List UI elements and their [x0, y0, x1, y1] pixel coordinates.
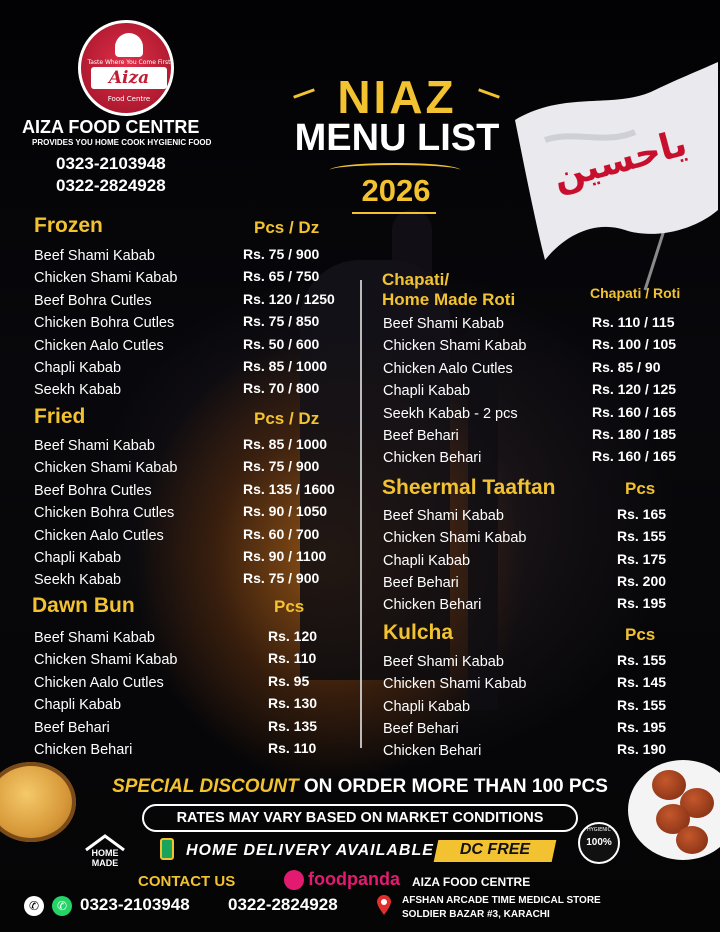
menu-item-name: Chicken Shami Kabab [383, 676, 527, 693]
logo-arc-bottom: Food Centre [107, 95, 151, 103]
section-unit-header: Chapati / Roti [590, 285, 681, 301]
menu-item-price: Rs. 120 / 1250 [243, 290, 335, 307]
menu-item-name: Seekh Kabab - 2 pcs [383, 405, 518, 422]
menu-item-name: Beef Bohra Cutles [34, 482, 152, 499]
menu-item-price: Rs. 190 [617, 741, 667, 758]
menu-item-name: Chapli Kabab [383, 552, 471, 569]
section-title: Dawn Bun [32, 594, 135, 617]
menu-item-name: Chicken Shami Kabab [34, 270, 178, 287]
section-title: Sheermal Taaftan [382, 476, 556, 499]
menu-item-price: Rs. 75 / 900 [243, 458, 320, 475]
menu-item-name: Chapli Kabab [383, 383, 471, 400]
menu-item-name: Chapli Kabab [34, 550, 122, 566]
menu-item-name: Beef Shami Kabab [34, 248, 155, 264]
brand-phone-2: 0322-2824928 [56, 176, 166, 195]
menu-item-price: Rs. 75 / 900 [243, 246, 320, 262]
menu-item-name: Chicken Bohra Cutles [34, 505, 175, 522]
menu-item-price: Rs. 155 [617, 652, 667, 668]
menu-item-name: Chicken Aalo Cutles [34, 337, 164, 354]
title-year-underline [352, 212, 436, 214]
menu-item-name: Chicken Shami Kabab [34, 652, 178, 669]
brand-phone-1: 0323-2103948 [56, 154, 166, 173]
menu-item-name: Seekh Kabab [34, 382, 122, 399]
menu-item-name: Chicken Behari [383, 450, 482, 467]
footer-phone-2: 0322-2824928 [228, 895, 338, 914]
section-unit-header: Pcs [625, 625, 656, 644]
menu-item-price: Rs. 195 [617, 595, 667, 612]
menu-item-name: Chapli Kabab [383, 698, 471, 715]
whatsapp-icon: ✆ [52, 896, 72, 916]
brand-name: AIZA FOOD CENTRE [22, 117, 200, 137]
menu-item-price: Rs. 180 / 185 [592, 426, 677, 442]
menu-item-price: Rs. 120 / 125 [592, 381, 677, 398]
menu-item-price: Rs. 160 / 165 [592, 448, 677, 465]
menu-item-name: Chicken Shami Kabab [34, 460, 178, 477]
menu-item-name: Beef Shami Kabab [34, 438, 155, 454]
menu-item-price: Rs. 85 / 90 [592, 358, 661, 375]
menu-item-name: Chicken Shami Kabab [383, 530, 527, 547]
menu-item-price: Rs. 165 [617, 506, 667, 522]
discount-highlight: SPECIAL DISCOUNT [112, 776, 299, 797]
menu-item-name: Chapli Kabab [34, 360, 122, 376]
menu-item-price: Rs. 90 / 1100 [243, 548, 327, 564]
discount-rest: ON ORDER MORE THAN 100 PCS [303, 776, 608, 797]
menu-item-price: Rs. 160 / 165 [592, 403, 677, 420]
menu-item-price: Rs. 90 / 1050 [243, 503, 328, 520]
menu-item-name: Chicken Behari [34, 742, 133, 758]
logo-chef-icon [115, 33, 143, 57]
foodpanda-icon [284, 870, 304, 890]
menu-item-price: Rs. 75 / 850 [243, 313, 320, 330]
section-title: Frozen [34, 214, 103, 237]
paratha-image [0, 762, 76, 842]
menu-item-price: Rs. 155 [617, 528, 667, 545]
menu-item-price: Rs. 175 [617, 550, 667, 567]
kabab-plate-image [628, 760, 720, 860]
menu-item-price: Rs. 200 [617, 572, 667, 589]
title-year: 2026 [361, 173, 431, 208]
contact-us-label: CONTACT US [138, 873, 236, 890]
home-made-text: HOME MADE [91, 848, 119, 868]
menu-item-name: Beef Shami Kabab [383, 654, 504, 670]
menu-item-name: Beef Bohra Cutles [34, 292, 152, 309]
menu-item-price: Rs. 75 / 900 [243, 570, 320, 587]
hygienic-badge [578, 822, 620, 864]
home-delivery-text: HOME DELIVERY AVAILABLE [186, 842, 434, 859]
menu-item-price: Rs. 65 / 750 [243, 268, 320, 285]
section-unit-header: Pcs / Dz [254, 218, 320, 237]
menu-item-price: Rs. 120 [268, 628, 318, 644]
dc-free-text: DC FREE [459, 841, 531, 858]
menu-item-price: Rs. 135 / 1600 [243, 480, 335, 497]
foodpanda-shop: AIZA FOOD CENTRE [412, 875, 531, 889]
hygienic-arc-text: HYGIENIC [586, 827, 612, 833]
menu-item-name: Chicken Aalo Cutles [34, 527, 164, 544]
menu-item-price: Rs. 70 / 800 [243, 380, 320, 397]
menu-item-price: Rs. 95 [268, 672, 310, 689]
brand-tagline: PROVIDES YOU HOME COOK HYGIENIC FOOD [32, 138, 212, 147]
home-made-badge [82, 834, 128, 870]
menu-item-name: Chapli Kabab [34, 697, 122, 714]
menu-item-name: Beef Shami Kabab [383, 316, 504, 332]
section-title-line2: Home Made Roti [382, 290, 516, 309]
brand-logo [78, 20, 174, 116]
section-unit-header: Pcs [625, 479, 656, 498]
menu-item-name: Beef Shami Kabab [34, 630, 155, 646]
menu-item-price: Rs. 155 [617, 696, 667, 713]
section-title: Fried [34, 405, 86, 428]
section-unit-header: Pcs / Dz [254, 409, 320, 428]
menu-item-price: Rs. 110 [268, 650, 317, 667]
menu-item-name: Beef Shami Kabab [383, 508, 504, 524]
menu-item-price: Rs. 60 / 700 [243, 525, 320, 542]
menu-item-price: Rs. 110 / 115 [592, 314, 675, 330]
title-menu-list: MENU LIST [294, 117, 500, 159]
menu-item-price: Rs. 110 [268, 740, 317, 756]
menu-item-name: Chicken Shami Kabab [383, 338, 527, 355]
menu-item-price: Rs. 85 / 1000 [243, 358, 328, 374]
menu-item-price: Rs. 130 [268, 695, 318, 712]
menu-item-name: Chicken Behari [383, 597, 482, 614]
menu-item-price: Rs. 135 [268, 717, 318, 734]
footer-phone-1: 0323-2103948 [80, 895, 190, 914]
section-unit-header: Pcs [274, 597, 305, 616]
rates-note-text: RATES MAY VARY BASED ON MARKET CONDITIONS [176, 810, 544, 826]
delivery-phone-icon [160, 838, 174, 860]
phone-icon: ✆ [24, 896, 44, 916]
logo-text: Aiza [108, 68, 150, 88]
logo-arc-top: Taste Where You Come First [87, 59, 171, 66]
menu-item-name: Beef Behari [383, 720, 459, 737]
menu-item-name: Beef Behari [34, 719, 110, 736]
hygienic-percent: 100% [586, 837, 612, 848]
menu-item-name: Beef Behari [383, 428, 459, 444]
column-divider [360, 280, 362, 748]
rates-note [142, 804, 578, 832]
title-niaz: NIAZ [337, 71, 457, 123]
menu-item-name: Beef Behari [383, 574, 459, 591]
address-line-2: SOLDIER BAZAR #3, KARACHI [402, 909, 550, 920]
menu-item-price: Rs. 195 [617, 718, 667, 735]
flag-graphic [505, 60, 720, 310]
menu-item-name: Chicken Behari [383, 743, 482, 760]
menu-item-price: Rs. 145 [617, 674, 667, 691]
menu-item-name: Seekh Kabab [34, 572, 122, 589]
special-discount-line [0, 776, 720, 798]
menu-item-price: Rs. 50 / 600 [243, 335, 320, 352]
menu-item-price: Rs. 100 / 105 [592, 336, 677, 353]
menu-item-name: Chicken Aalo Cutles [34, 674, 164, 691]
menu-item-name: Chicken Bohra Cutles [34, 315, 175, 332]
section-title: Chapati/ [382, 270, 450, 289]
menu-item-price: Rs. 85 / 1000 [243, 436, 328, 452]
menu-item-name: Chicken Aalo Cutles [383, 360, 513, 377]
location-icon [376, 894, 392, 916]
address-line-1: AFSHAN ARCADE TIME MEDICAL STORE [402, 895, 601, 906]
flag-text: یاحسین [548, 123, 692, 198]
foodpanda-text: foodpanda [308, 869, 400, 889]
section-title: Kulcha [383, 621, 454, 644]
